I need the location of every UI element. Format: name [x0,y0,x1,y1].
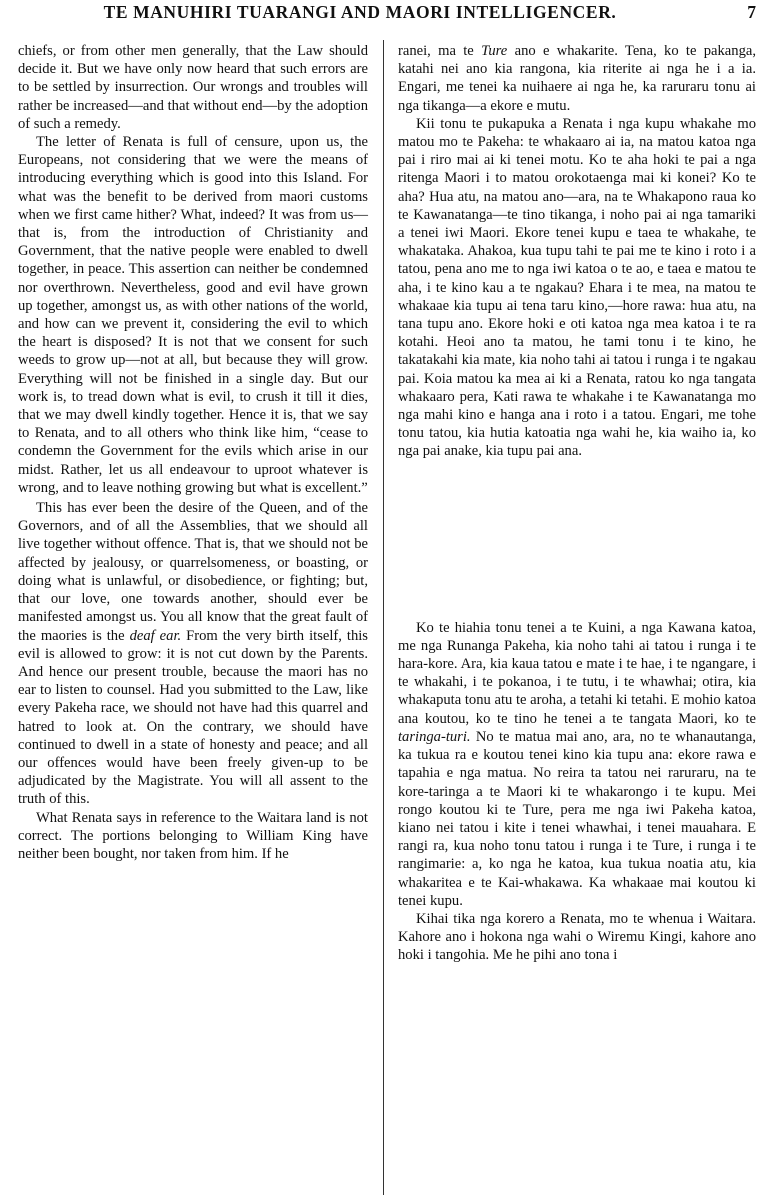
english-p3-italic: deaf ear. [129,627,182,644]
page-header [0,2,770,28]
maori-paragraph-4: Kihai tika nga korero a Renata, mo te whenua i Waitara. Kahore ano i hokona nga wahi o Wiremu Kingi, kahore ano hoki i tangohia. Me he pihi ano tona i [398,910,756,964]
maori-column [398,42,756,965]
maori-p1-text-a: ranei, ma te [398,43,482,59]
column-divider [383,40,384,1195]
column-gap [398,461,756,619]
running-head: TE MANUHIRI TUARANGI AND MAORI INTELLIGENCER. [103,2,617,22]
page-number: 7 [747,2,756,22]
maori-p3-text-a: Ko te hiahia tonu tenei a te Kuini, a nga Kawana katoa, me nga Runanga Pakeha, kia noho tahi ai tatou i runga i te hara-kore. Ara, kia kaua tatou e mate i te hae, i te ngangare, i te whakahi, i te pokanoa, i te tutu, i te whawhai; otira, kia whakaputa tonu atu te aroha, a tetahi ki tetahi. E mohio katoa ana koutou, ko te tino he tenei a te tangata Maori, ko te [398,619,756,727]
english-paragraph-2: The letter of Renata is full of censure, upon us, the Europeans, not considering that we were the means of introducing everything which is good into this Island. For what was the benefit to be derived from maori customs when we first came hither? What, indeed? It was from us—that is, from the introduction of Christianity and Government, that the native people were enabled to dwell together, in peace. This assertion can neither be condemned nor overthrown. Nevertheless, good and evil have grown up together, amongst us, as with other nations of the world, and how can we prevent it, considering the evil to which the heart is disposed? It is not that we consent for such weeds to grow up—not at all, but because they will grow. Everything will not be finished in a single day. But our work is, to tread down what is evil, to crush it till it dies, that we may dwell kindly together. Hence it is, that we say to Renata, and to all others who think like him, “cease to condemn the Government for the evils which arise in our midst. Rather, let us all endeavour to uproot whatever is wrong, and to leave nothing growing but what is excellent.” [18,134,368,496]
english-p3-text-a: This has ever been the desire of the Queen, and of the Governors, and of all the Assemblies, that we should all live together without offence. That is, that we should not be affected by jealousy, or quarrelsomeness, or boasting, or doing what is unlawful, or disobedience, or fighting; but, that our love, one towards another, should ever be manifested amongst us. You all know that the great fault of the maories is the [18,500,368,644]
maori-paragraph-2: Kii tonu te pukapuka a Renata i nga kupu whakahe mo matou mo te Pakeha: te whakaaro ai ia, na matou katoa nga pai i riro mai ai ki tenei motu. Ko te aha hoki te pai a nga ritenga Maori i to matou orokotaenga mai ki konei? Ko te aha? Hua atu, na matou ano—ara, na te Whakapono raua ko te Kawanatanga—te tino tikanga, i noho pai ai nga tamariki a tenei iwi Maori. Ekore tenei kupu e taea te whakahe, te whakataka. Ahakoa, kua tupu tahi te pai me te kino i roto i a tatou, pena ano me to nga iwi katoa o te ao, e taea e matou te aha, i te kino kau a te ngakau? Ehara i te mea, na matou te whakaae kia tupu ai tena taru kino,—hore rawa: hua atu, na tana tupu ano. Ekore hoki e oti katoa nga mea katoa i te ra kotahi. Heoi ano ta matou, he tami tonu i te kino, he takatakahi kia mate, kia noho tahi ai tatou i runga i te ngakau pai. Koia matou ka mea ai ki a Renata, ratou ko nga tangata whakaaro pera, Kati rawa te whakahe i te Kawanatanga mo nga mahi kino e hanga ana i roto i a tatou. Engari, me tohe tonu tatou, kia hutia katoatia nga wahi he, kia waiho ia, ko nga pai anake, kia tupu pai ana. [398,115,756,460]
maori-p1-text-b: ano e whakarite. Tena, ko te pakanga, katahi nei ano kia rangona, kia riterite ai nga he i a ia. Engari, me tenei ka nuihaere ai nga he, ka raruraru tonu ai nga tikanga—a ekore e mutu. [398,43,756,114]
maori-paragraph-1 [398,42,756,115]
english-column [18,42,368,863]
maori-p3-text-b: No te matua mai ano, ara, no te whanautanga, ka tukua ra e koutou tenei kino kia tupu ana: ekore rawa e tapahia e nga matua. No reira ta tatou nei raruraru, na te kore-taringa a te Maori ki te whakarongo i te kupu. Mei rongo koutou ki te Ture, pera me nga iwi Pakeha katoa, kiano nei tatou i kite i tenei whawhai, i tenei mauahara. E rangi ra, kua noho tonu tatou i runga i te Ture, i runga i te rangimarie: a, ko nga he katoa, kua tukua noatia atu, kia whakaritea e te Kai-whakawa. Ka whakaae mai koutou ki tenei kupu. [398,728,756,909]
english-p3-text-b: From the very birth itself, this evil is allowed to grow: it is not cut down by the Parents. And hence our present trouble, because the maori has no ear to listen to counsel. Had you submitted to the Law, like every Pakeha race, we should not have had this quarrel and hatred to look at. On the contrary, we should have continued to dwell in a state of honesty and peace; and all our offences would have been freely given-up to be adjudicated by the Magistrate. You will all assent to the truth of this. [18,627,368,808]
english-paragraph-4: What Renata says in reference to the Waitara land is not correct. The portions belonging to William King have neither been bought, nor taken from him. If he [18,809,368,862]
maori-p3-italic: taringa-turi. [398,728,471,745]
maori-paragraph-3 [398,619,756,910]
english-paragraph-3 [18,499,368,808]
english-paragraph-1: chiefs, or from other men generally, that the Law should decide it. But we have only now heard that such errors are to be settled by insurrection. Our wrongs and troubles will rather be increased—and that without end—by the adoption of such a remedy. [18,43,368,132]
maori-p1-italic: Ture [481,43,508,59]
